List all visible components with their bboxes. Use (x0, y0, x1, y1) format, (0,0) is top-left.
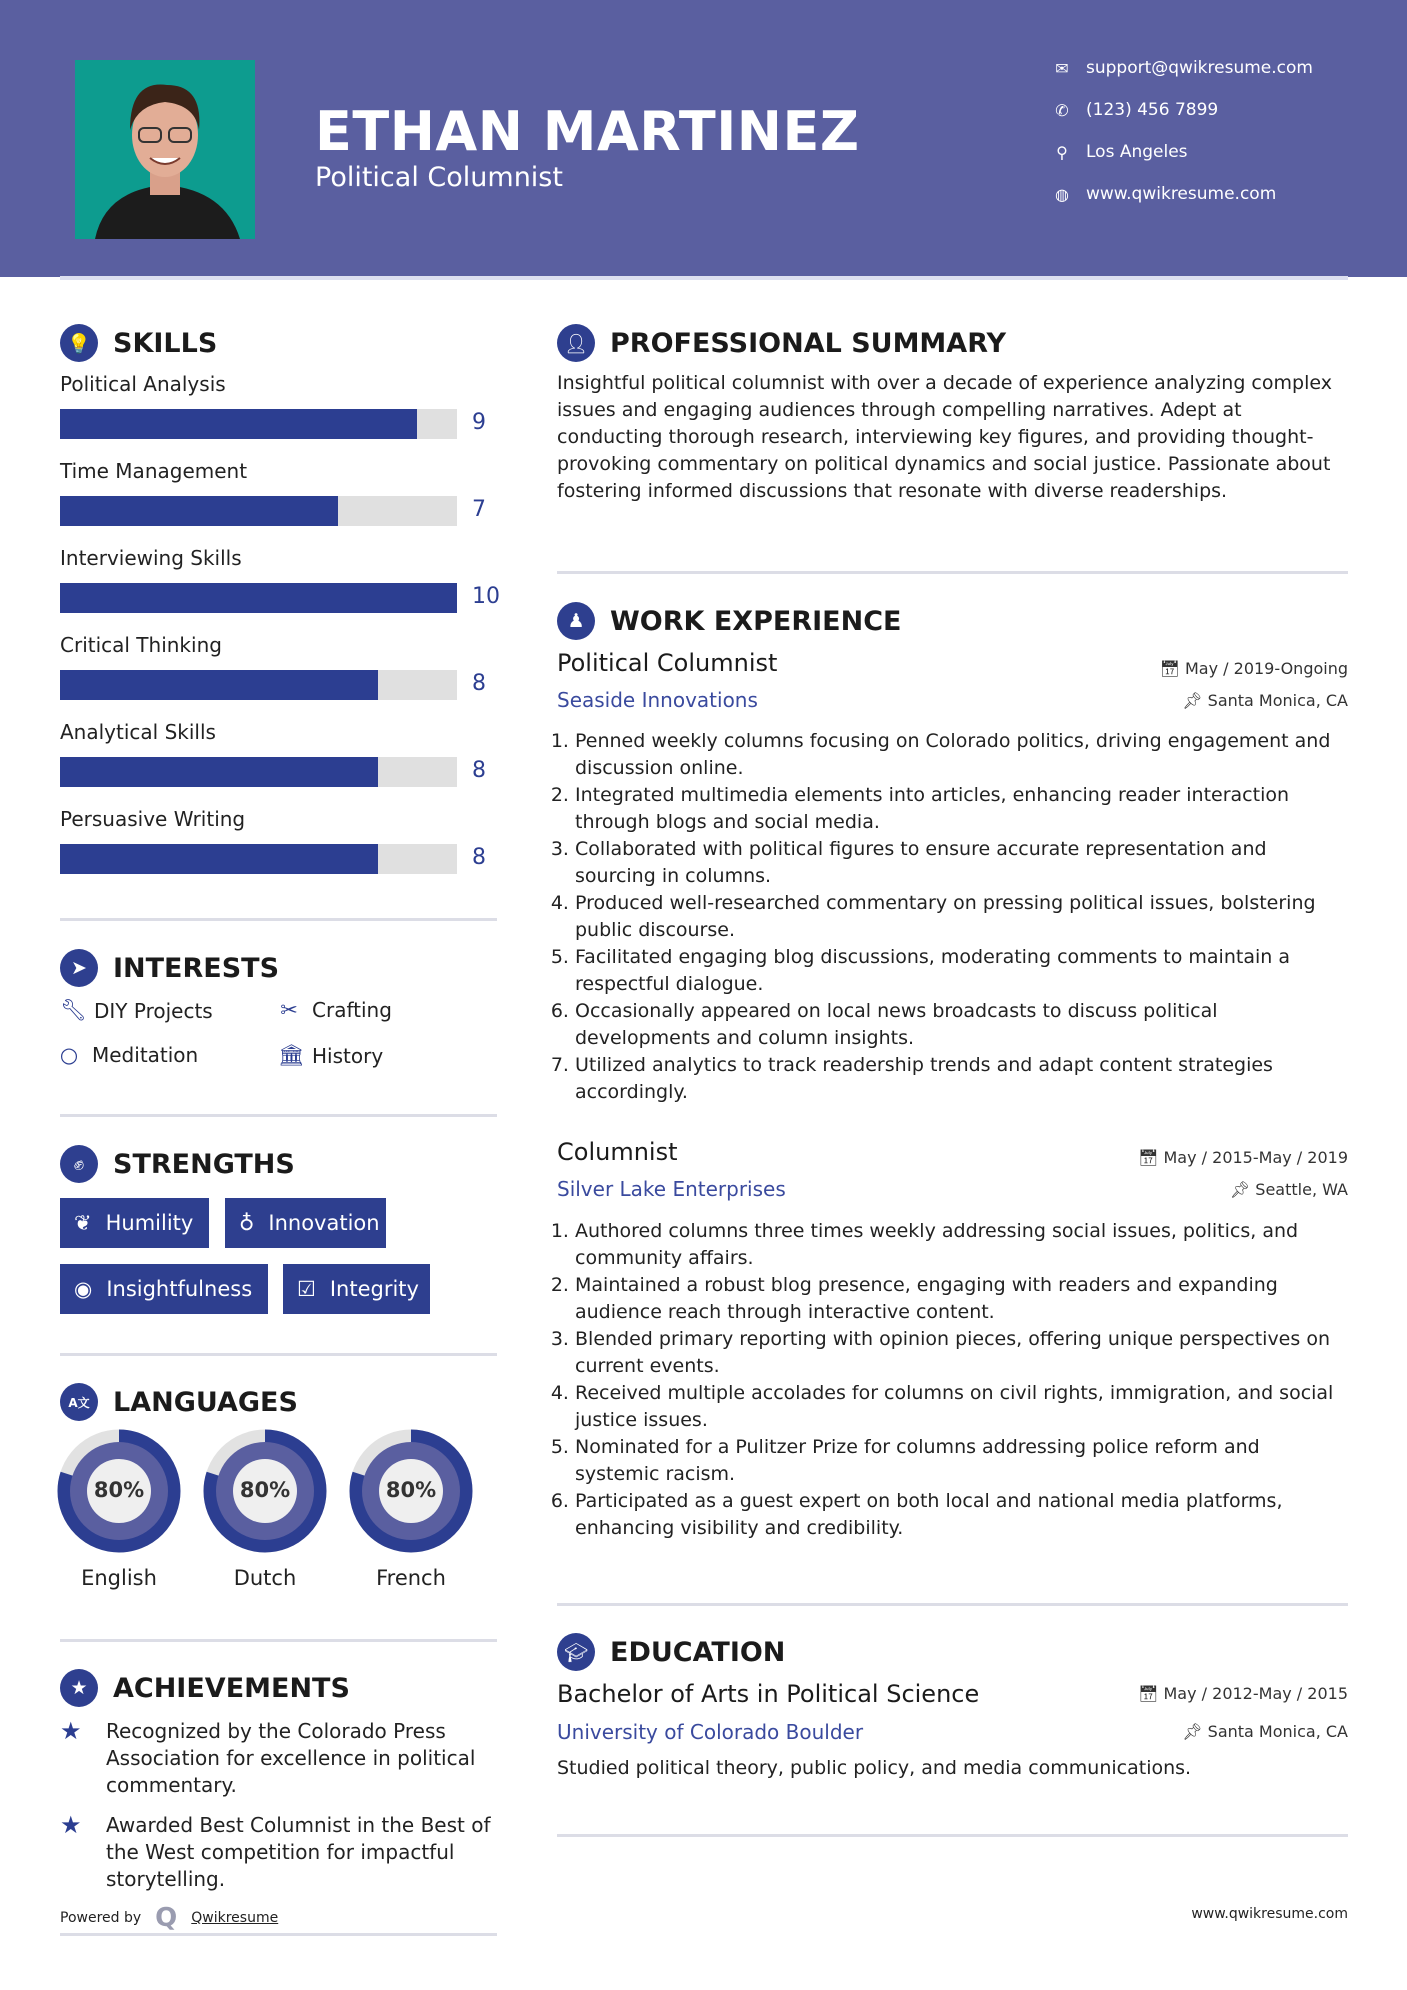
skill-label: Political Analysis (60, 372, 226, 396)
divider (557, 1603, 1348, 1606)
qwikresume-link[interactable]: Qwikresume (191, 1910, 279, 1926)
responsibility-item: 7. Utilized analytics to track readership trends and adapt content strategies accordingly. (575, 1052, 1348, 1106)
strength-tag (283, 1264, 430, 1314)
briefcase-user-icon: ♟ (557, 602, 595, 640)
contact-phone[interactable] (1052, 100, 1218, 120)
achievement-item (60, 1718, 497, 1799)
skill-bar-fill (60, 496, 338, 526)
bank-icon: 🏛︎ (278, 1043, 305, 1067)
heading-text: ACHIEVEMENTS (113, 1672, 350, 1704)
shooting-star-icon: ★ (60, 1717, 82, 1745)
skill-bar-fill (60, 757, 378, 787)
profile-photo (75, 60, 255, 239)
location-text: Seattle, WA (1255, 1180, 1348, 1199)
school-name: University of Colorado Boulder (557, 1720, 864, 1744)
star-badge-icon: ★ (60, 1669, 98, 1707)
scissors-icon: ✂ (280, 998, 298, 1022)
skill-bar-fill (60, 844, 378, 874)
achievement-item (60, 1812, 497, 1893)
skill-rating: 10 (472, 584, 500, 609)
heading-text: PROFESSIONAL SUMMARY (610, 327, 1007, 359)
interest-item (58, 1043, 198, 1067)
heading-text: EDUCATION (610, 1636, 786, 1668)
responsibility-item: 4. Produced well-researched commentary on pressing political issues, bolstering public discourse. (575, 890, 1348, 944)
eye-icon: ◉ (74, 1277, 93, 1301)
contact-location (1052, 142, 1188, 162)
skill-rating: 8 (472, 845, 486, 870)
wrench-icon: 🔧︎ (60, 998, 87, 1022)
paper-plane-icon: ➤ (60, 949, 98, 987)
pin-icon: 📌︎ (1182, 691, 1208, 710)
language-percent: 80% (385, 1478, 437, 1502)
circle-icon: ○ (59, 1043, 79, 1067)
responsibilities-list (557, 728, 1348, 1106)
skill-bar (60, 496, 457, 526)
heading-text: STRENGTHS (113, 1148, 295, 1180)
pin-icon: 📌︎ (1182, 1722, 1208, 1741)
location-text: Santa Monica, CA (1207, 1722, 1348, 1741)
responsibility-item: 4. Received multiple accolades for columns on civil rights, immigration, and social justice issues. (575, 1380, 1348, 1434)
contact-email[interactable] (1052, 58, 1313, 78)
date-text: May / 2019-Ongoing (1185, 659, 1348, 678)
skill-bar-fill (60, 670, 378, 700)
interest-label: History (312, 1043, 384, 1068)
education-description: Studied political theory, public policy, and media communications. (557, 1757, 1192, 1779)
tag-label: Innovation (268, 1211, 380, 1235)
experience-heading (557, 602, 901, 640)
interest-label: Meditation (92, 1043, 199, 1067)
skill-rating: 8 (472, 671, 486, 696)
phone-icon: ✆ (1055, 100, 1069, 120)
job-date (1138, 1148, 1348, 1167)
skill-label: Persuasive Writing (60, 807, 246, 831)
skill-rating: 7 (472, 497, 486, 522)
responsibility-item: 5. Facilitated engaging blog discussions, moderating comments to maintain a respectful dialogue. (575, 944, 1348, 998)
graduation-icon: 🎓︎ (557, 1633, 595, 1671)
heading-text: SKILLS (113, 327, 218, 359)
envelope-icon: ✉ (1055, 58, 1069, 78)
lightbulb-icon: 💡 (60, 324, 98, 362)
contact-website[interactable] (1052, 184, 1276, 204)
candidate-name: ETHAN MARTINEZ (315, 100, 860, 163)
footer-website[interactable]: www.qwikresume.com (1191, 1906, 1348, 1922)
tag-label: Integrity (329, 1277, 419, 1301)
shooting-star-icon: ★ (60, 1811, 82, 1839)
responsibility-item: 2. Integrated multimedia elements into articles, enhancing reader interaction through blogs and social media. (575, 782, 1348, 836)
location-text: Santa Monica, CA (1207, 691, 1348, 710)
heading-text: LANGUAGES (113, 1386, 298, 1418)
strength-tag (60, 1198, 209, 1248)
skill-bar (60, 583, 457, 613)
powered-by-text: Powered by (60, 1910, 142, 1926)
interest-item (278, 1043, 383, 1068)
contact-text: www.qwikresume.com (1086, 184, 1277, 204)
strengths-heading (60, 1145, 295, 1183)
divider (557, 1834, 1348, 1837)
skill-bar (60, 844, 457, 874)
responsibility-item: 1. Authored columns three times weekly addressing social issues, politics, and community affairs. (575, 1218, 1348, 1272)
summary-text: Insightful political columnist with over a decade of experience analyzing complex issues and engaging audiences through compelling narratives. Adept at conducting thorough research, interviewing key figures, and providing thought-provoking commentary on political dynamics and social justice. Passionate about fostering informed discussions that resonate with diverse readerships. (557, 372, 1332, 502)
check-square-icon: ☑ (297, 1277, 316, 1301)
strength-tag (225, 1198, 386, 1248)
heading-text: INTERESTS (113, 952, 280, 984)
responsibility-item: 3. Blended primary reporting with opinion pieces, offering unique perspectives on current events. (575, 1326, 1348, 1380)
skills-heading (60, 324, 217, 362)
responsibility-item: 6. Participated as a guest expert on both local and national media platforms, enhancing visibility and credibility. (575, 1488, 1348, 1542)
degree: Bachelor of Arts in Political Science (557, 1680, 980, 1708)
job-location (1182, 691, 1348, 710)
skill-bar (60, 409, 457, 439)
responsibility-item: 2. Maintained a robust blog presence, engaging with readers and expanding audience reach through interactive content. (575, 1272, 1348, 1326)
skill-label: Time Management (60, 459, 248, 483)
pin-icon: 📌︎ (1229, 1180, 1256, 1199)
skill-bar-fill (60, 409, 417, 439)
leaf-icon: ❦ (74, 1211, 92, 1235)
achievements-heading (60, 1669, 350, 1707)
divider (60, 1639, 497, 1642)
divider (60, 1353, 497, 1356)
education-location (1182, 1722, 1348, 1741)
fist-icon: ✊︎ (60, 1145, 98, 1183)
achievement-text: Recognized by the Colorado Press Association for excellence in political commentary. (106, 1719, 476, 1797)
achievement-text: Awarded Best Columnist in the Best of the West competition for impactful storytelling. (106, 1813, 491, 1891)
contact-text: support@qwikresume.com (1086, 58, 1313, 78)
skill-rating: 9 (472, 410, 486, 435)
skill-label: Interviewing Skills (60, 546, 242, 570)
job-title: Columnist (557, 1138, 678, 1166)
header-divider (60, 276, 1348, 280)
divider (60, 918, 497, 921)
skill-bar-fill (60, 583, 457, 613)
calendar-icon: 📅︎ (1159, 659, 1185, 678)
skill-bar (60, 670, 457, 700)
skill-rating: 8 (472, 758, 486, 783)
contact-text: Los Angeles (1086, 142, 1188, 162)
language-label: French (376, 1566, 446, 1590)
contact-text: (123) 456 7899 (1086, 100, 1219, 120)
candidate-title: Political Columnist (315, 162, 563, 193)
company-name: Seaside Innovations (557, 688, 758, 712)
language-percent: 80% (93, 1478, 145, 1502)
divider (557, 571, 1348, 574)
languages-heading (60, 1383, 298, 1421)
language-label: English (81, 1566, 157, 1590)
skill-label: Analytical Skills (60, 720, 216, 744)
date-text: May / 2012-May / 2015 (1163, 1684, 1348, 1703)
job-title: Political Columnist (557, 649, 778, 677)
summary-heading (557, 324, 1006, 362)
calendar-icon: 📅︎ (1138, 1148, 1164, 1167)
powered-by (60, 1903, 278, 1933)
calendar-icon: 📅︎ (1138, 1684, 1164, 1703)
divider (60, 1114, 497, 1117)
job-date (1160, 659, 1348, 678)
responsibilities-list (557, 1218, 1348, 1542)
interest-label: Crafting (312, 998, 392, 1022)
strength-tag (60, 1264, 268, 1314)
responsibility-item: 1. Penned weekly columns focusing on Colorado politics, driving engagement and discussion online. (575, 728, 1348, 782)
map-pin-icon: ⚲ (1056, 142, 1068, 162)
responsibility-item: 3. Collaborated with political figures to ensure accurate representation and sourcing in columns. (575, 836, 1348, 890)
language-percent: 80% (239, 1478, 291, 1502)
interest-item (278, 998, 392, 1022)
interest-item (60, 998, 213, 1023)
job-location (1230, 1180, 1348, 1199)
skill-label: Critical Thinking (60, 633, 222, 657)
tag-label: Insightfulness (106, 1277, 253, 1301)
heading-text: WORK EXPERIENCE (610, 605, 902, 637)
interest-label: DIY Projects (94, 998, 213, 1023)
education-date (1138, 1684, 1348, 1703)
skill-bar (60, 757, 457, 787)
qwikresume-logo-icon: Q (155, 1903, 178, 1933)
responsibility-item: 5. Nominated for a Pulitzer Prize for columns addressing police reform and systemic racism. (575, 1434, 1348, 1488)
user-icon: 👤︎ (557, 324, 595, 362)
interests-heading (60, 949, 279, 987)
translate-icon: A文 (60, 1383, 98, 1421)
tag-label: Humility (105, 1211, 194, 1235)
responsibility-item: 6. Occasionally appeared on local news broadcasts to discuss political developments and column insights. (575, 998, 1348, 1052)
globe-icon: ◍ (1055, 184, 1069, 204)
divider (60, 1933, 497, 1936)
education-heading (557, 1633, 785, 1671)
company-name: Silver Lake Enterprises (557, 1177, 786, 1201)
lightbulb-icon: ♁ (239, 1211, 255, 1235)
language-label: Dutch (233, 1566, 297, 1590)
date-text: May / 2015-May / 2019 (1163, 1148, 1348, 1167)
